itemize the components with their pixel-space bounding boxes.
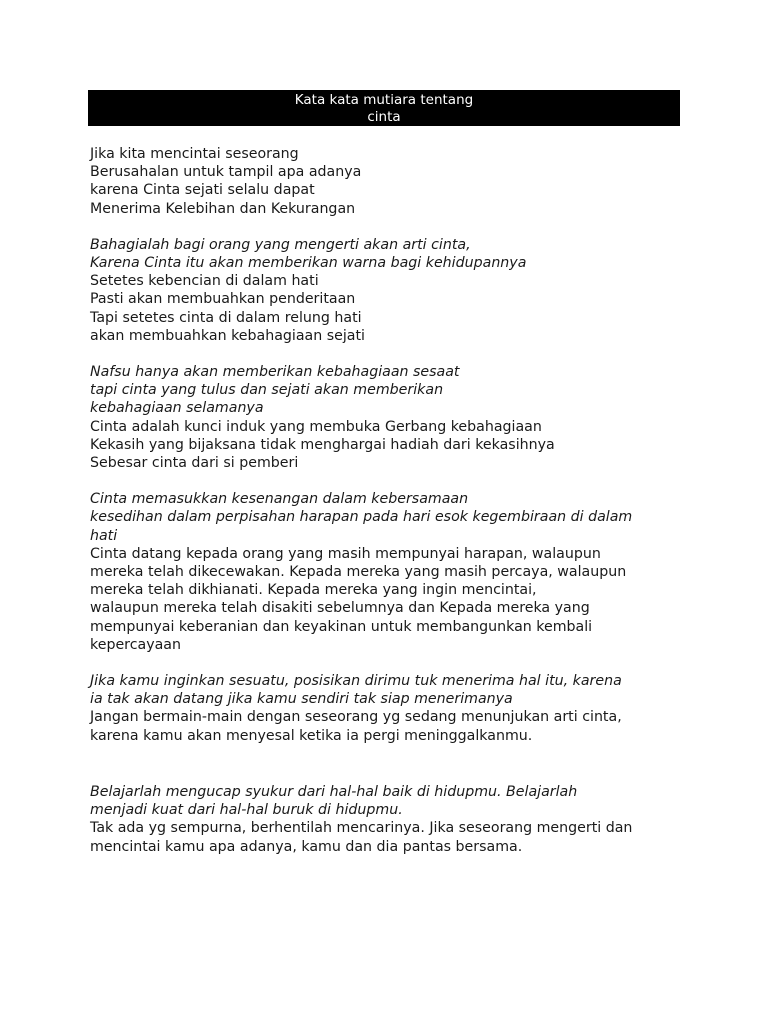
text-line: ia tak akan datang jika kamu sendiri tak siap menerimanya <box>90 691 513 708</box>
text-line: tapi cinta yang tulus dan sejati akan memberikan <box>90 382 444 399</box>
text-line: Tak ada yg sempurna, berhentilah mencarinya. Jika seseorang mengerti dan <box>90 820 633 837</box>
text-line: Menerima Kelebihan dan Kekurangan <box>90 200 356 217</box>
text-line: mempunyai keberanian dan keyakinan untuk membangunkan kembali <box>90 618 593 635</box>
poem-content <box>90 145 680 856</box>
text-line: hati <box>90 527 118 544</box>
text-line: menjadi kuat dari hal-hal buruk di hidupmu. <box>90 802 403 819</box>
text-line: Bahagialah bagi orang yang mengerti akan arti cinta, <box>90 236 471 253</box>
text-line: Jika kamu inginkan sesuatu, posisikan dirimu tuk menerima hal itu, karena <box>90 673 622 690</box>
text-line: Pasti akan membuahkan penderitaan <box>90 291 356 308</box>
text-line: Jika kita mencintai seseorang <box>90 146 299 162</box>
title-line-2: cinta <box>367 109 401 125</box>
text-line: Sebesar cinta dari si pemberi <box>90 455 299 472</box>
stanza-6 <box>90 783 680 856</box>
title-line-1: Kata kata mutiara tentang <box>294 92 474 108</box>
stanza-4 <box>90 490 680 654</box>
text-line: Cinta datang kepada orang yang masih mempunyai harapan, walaupun <box>90 545 601 562</box>
title-banner <box>88 90 680 126</box>
text-line: Jangan bermain-main dengan seseorang yg sedang menunjukan arti cinta, <box>90 709 622 726</box>
text-line: Setetes kebencian di dalam hati <box>90 273 319 290</box>
text-line: walaupun mereka telah disakiti sebelumnya dan Kepada mereka yang <box>90 600 590 617</box>
stanza-3 <box>90 363 680 472</box>
text-line: akan membuahkan kebahagiaan sejati <box>90 327 365 344</box>
stanza-2 <box>90 236 680 345</box>
text-line: karena Cinta sejati selalu dapat <box>90 182 315 199</box>
text-line: Karena Cinta itu akan memberikan warna bagi kehidupannya <box>90 255 527 272</box>
text-line: mencintai kamu apa adanya, kamu dan dia pantas bersama. <box>90 838 523 855</box>
text-line: Tapi setetes cinta di dalam relung hati <box>90 309 362 326</box>
stanza-1 <box>90 145 680 218</box>
text-line: mereka telah dikecewakan. Kepada mereka yang masih percaya, walaupun <box>90 564 627 581</box>
text-line: Nafsu hanya akan memberikan kebahagiaan sesaat <box>90 364 460 381</box>
text-line: kesedihan dalam perpisahan harapan pada hari esok kegembiraan di dalam <box>90 509 633 526</box>
text-line: kebahagiaan selamanya <box>90 400 264 417</box>
text-line: Cinta adalah kunci induk yang membuka Gerbang kebahagiaan <box>90 418 542 435</box>
text-line: Berusahalan untuk tampil apa adanya <box>90 164 362 181</box>
text-line: Belajarlah mengucap syukur dari hal-hal baik di hidupmu. Belajarlah <box>90 783 578 800</box>
text-line: kepercayaan <box>90 636 181 653</box>
text-line: Kekasih yang bijaksana tidak menghargai hadiah dari kekasihnya <box>90 436 555 453</box>
stanza-5 <box>90 672 680 745</box>
text-line: karena kamu akan menyesal ketika ia pergi meninggalkanmu. <box>90 727 533 744</box>
text-line: mereka telah dikhianati. Kepada mereka yang ingin mencintai, <box>90 582 537 599</box>
text-line: Cinta memasukkan kesenangan dalam kebersamaan <box>90 491 469 508</box>
